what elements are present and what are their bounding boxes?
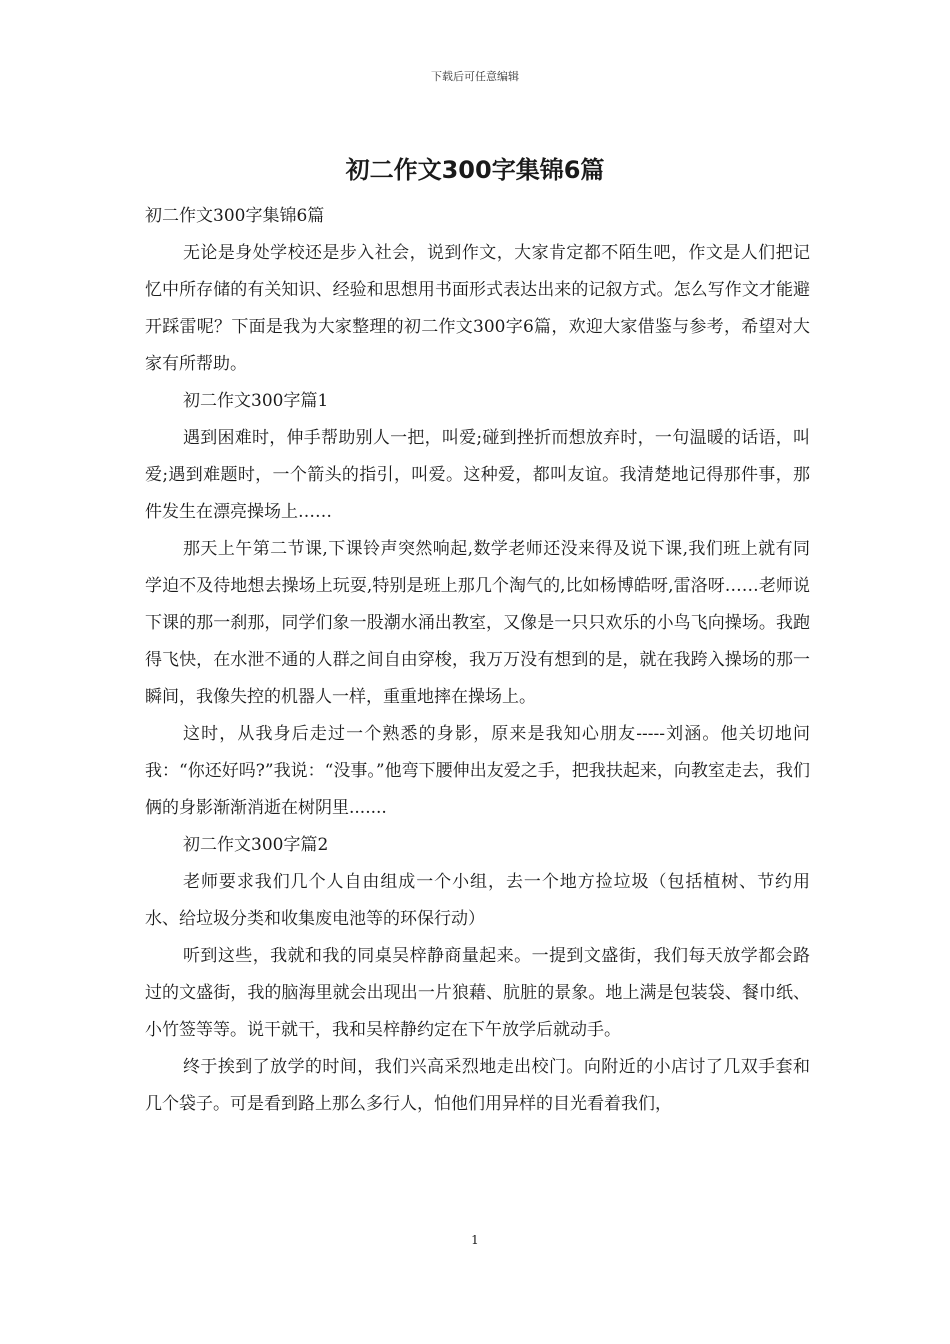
paragraph: 老师要求我们几个人自由组成一个小组，去一个地方捡垃圾（包括植树、节约用水、给垃圾分类和收集废电池等的环保行动） — [145, 872, 810, 929]
paragraph: 听到这些，我就和我的同桌吴梓静商量起来。一提到文盛街，我们每天放学都会路过的文盛街，我的脑海里就会出现出一片狼藉、肮脏的景象。地上满是包装袋、餐巾纸、小竹签等等。说干就干，我和吴梓静约定在下午放学后就动手。 — [145, 946, 810, 1040]
document-body — [145, 198, 810, 1123]
paragraph: 终于挨到了放学的时间，我们兴高采烈地走出校门。向附近的小店讨了几双手套和几个袋子。可是看到路上那么多行人，怕他们用异样的目光看着我们， — [145, 1057, 810, 1114]
subtitle-line: 初二作文300字集锦6篇 — [145, 206, 325, 226]
document-title: 初二作文300字集锦6篇 — [345, 156, 605, 184]
header-note: 下载后可任意编辑 — [431, 70, 519, 83]
paragraph-intro: 无论是身处学校还是步入社会，说到作文，大家肯定都不陌生吧，作文是人们把记忆中所存储的有关知识、经验和思想用书面形式表达出来的记叙方式。怎么写作文才能避开踩雷呢？下面是我为大家整理的初二作文300字6篇，欢迎大家借鉴与参考，希望对大家有所帮助。 — [145, 243, 810, 374]
paragraph: 遇到困难时，伸手帮助别人一把，叫爱;碰到挫折而想放弃时，一句温暖的话语，叫爱;遇到难题时，一个箭头的指引，叫爱。这种爱，都叫友谊。我清楚地记得那件事，那件发生在漂亮操场上…… — [145, 428, 810, 522]
section-heading-1: 初二作文300字篇1 — [183, 391, 329, 411]
paragraph: 这时，从我身后走过一个熟悉的身影，原来是我知心朋友-----刘涵。他关切地问我：“你还好吗?”我说：“没事。”他弯下腰伸出友爱之手，把我扶起来，向教室走去，我们俩的身影渐渐消逝在树阴里....... — [145, 724, 810, 818]
page-number: 1 — [471, 1233, 479, 1247]
section-heading-2: 初二作文300字篇2 — [183, 835, 329, 855]
paragraph: 那天上午第二节课,下课铃声突然响起,数学老师还没来得及说下课,我们班上就有同学迫不及待地想去操场上玩耍,特别是班上那几个淘气的,比如杨博皓呀,雷洛呀……老师说下课的那一刹那，同学们象一股潮水涌出教室，又像是一只只欢乐的小鸟飞向操场。我跑得飞快，在水泄不通的人群之间自由穿梭，我万万没有想到的是，就在我跨入操场的那一瞬间，我像失控的机器人一样，重重地摔在操场上。 — [145, 539, 810, 707]
